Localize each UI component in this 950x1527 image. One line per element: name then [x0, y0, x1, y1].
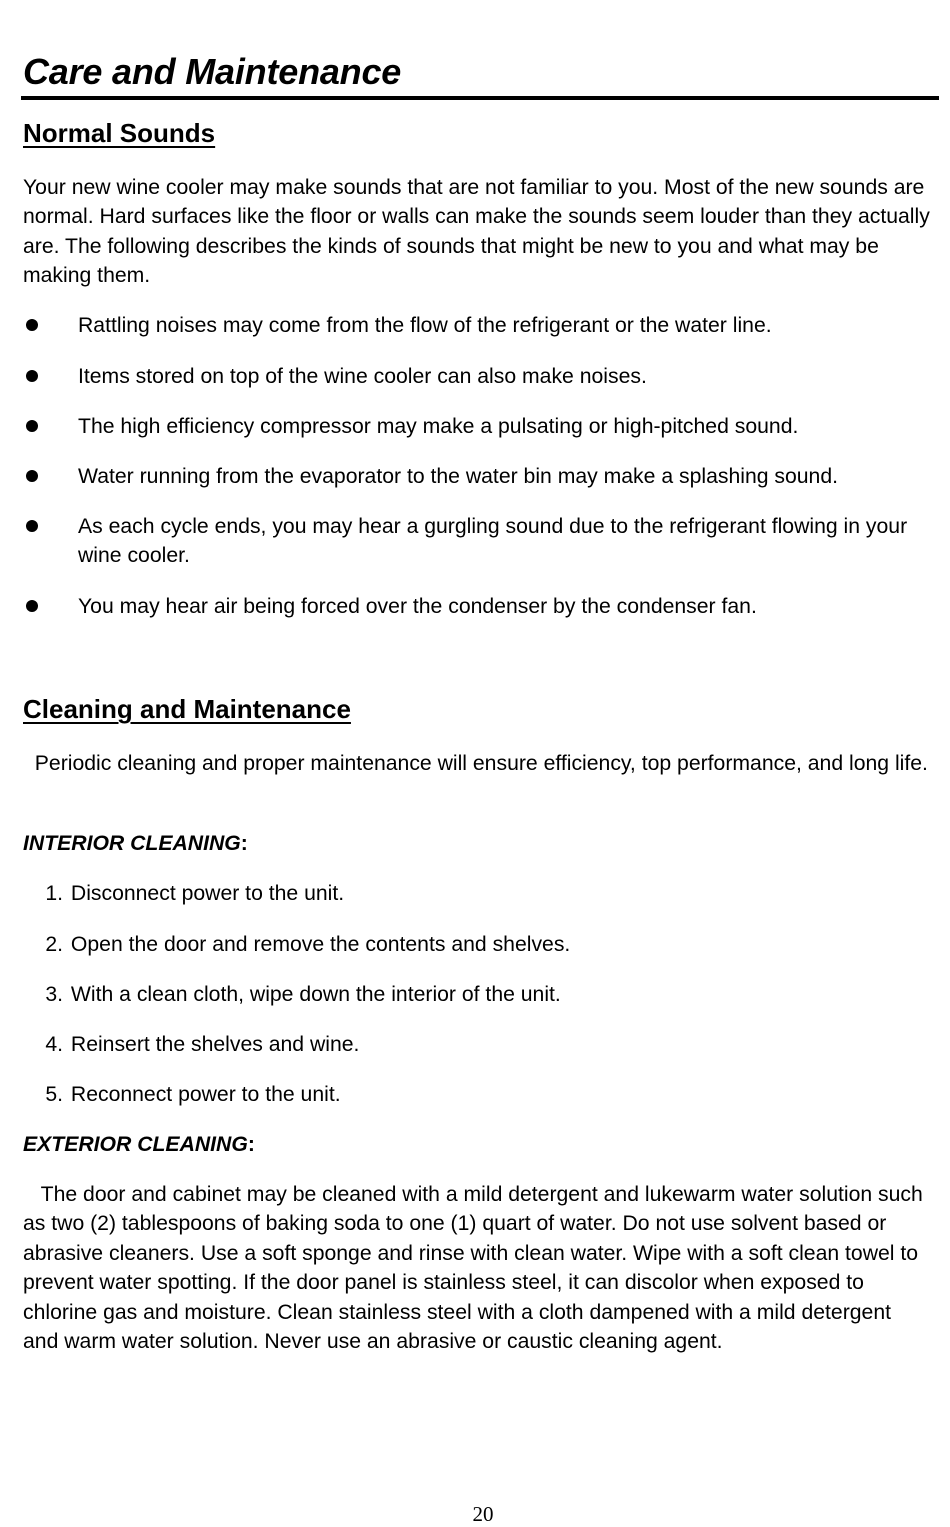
normal-sounds-heading: Normal Sounds: [23, 118, 216, 148]
sound-bullet-item: [23, 311, 938, 340]
step-number: 1.: [45, 882, 63, 905]
interior-step: [23, 1080, 938, 1109]
step-number: 2.: [45, 933, 63, 956]
step-number: 3.: [45, 983, 63, 1006]
step-text: Open the door and remove the contents and shelves.: [70, 933, 571, 956]
interior-cleaning-heading: [23, 829, 248, 858]
page-number: 20: [472, 1502, 494, 1526]
bullet-icon: [26, 600, 38, 612]
interior-cleaning-colon: :: [240, 832, 248, 855]
interior-step: [23, 930, 938, 959]
step-text: Disconnect power to the unit.: [70, 882, 345, 905]
sound-bullet-item: [23, 362, 938, 391]
interior-step: [23, 1030, 938, 1059]
step-text: Reinsert the shelves and wine.: [70, 1033, 360, 1056]
sound-bullet-item: [23, 412, 938, 441]
sound-bullet-text: Items stored on top of the wine cooler can also make noises.: [78, 365, 647, 388]
exterior-cleaning-label: EXTERIOR CLEANING: [23, 1133, 248, 1156]
sound-bullet-text: As each cycle ends, you may hear a gurgling sound due to the refrigerant flowing in your wine cooler.: [78, 515, 908, 568]
bullet-icon: [26, 520, 38, 532]
cleaning-intro: Periodic cleaning and proper maintenance will ensure efficiency, top performance, and long life.: [23, 752, 928, 775]
interior-step: [23, 980, 938, 1009]
exterior-cleaning-text: The door and cabinet may be cleaned with a mild detergent and lukewarm water solution such as two (2) tablespoons of baking soda to one (1) quart of water. Do not use solvent based or abrasive cleaners. Use a soft sponge and rinse with clean water. Wipe with a soft clean towel to prevent water spotting. If the door panel is stainless steel, it can discolor when exposed to chlorine gas and moisture. Clean stainless steel with a cloth dampened with a mild detergent and warm water solution. Never use an abrasive or caustic cleaning agent.: [23, 1183, 923, 1354]
title-divider: [21, 96, 939, 100]
cleaning-heading: Cleaning and Maintenance: [23, 694, 351, 724]
step-number: 4.: [45, 1033, 63, 1056]
step-text: With a clean cloth, wipe down the interior of the unit.: [70, 983, 561, 1006]
bullet-icon: [26, 470, 38, 482]
sound-bullet-item: [23, 462, 938, 491]
step-number: 5.: [45, 1083, 63, 1106]
page-title: Care and Maintenance: [23, 51, 402, 92]
sound-bullet-item: [23, 592, 938, 621]
interior-step: [23, 879, 938, 908]
bullet-icon: [26, 319, 38, 331]
sound-bullet-text: Water running from the evaporator to the water bin may make a splashing sound.: [78, 465, 839, 488]
normal-sounds-intro: Your new wine cooler may make sounds that are not familiar to you. Most of the new sounds are normal. Hard surfaces like the floor or walls can make the sounds seem louder than they actually are. The following describes the kinds of sounds that might be new to you and what may be making them.: [23, 176, 930, 288]
sound-bullet-text: The high efficiency compressor may make a pulsating or high-pitched sound.: [78, 415, 799, 438]
step-text: Reconnect power to the unit.: [70, 1083, 341, 1106]
exterior-cleaning-colon: :: [247, 1133, 255, 1156]
sound-bullet-text: Rattling noises may come from the flow of the refrigerant or the water line.: [78, 314, 772, 337]
sound-bullet-text: You may hear air being forced over the condenser by the condenser fan.: [78, 595, 757, 618]
interior-cleaning-label: INTERIOR CLEANING: [23, 832, 241, 855]
bullet-icon: [26, 370, 38, 382]
sound-bullet-item: [23, 512, 938, 571]
bullet-icon: [26, 420, 38, 432]
exterior-cleaning-heading: [23, 1130, 255, 1159]
